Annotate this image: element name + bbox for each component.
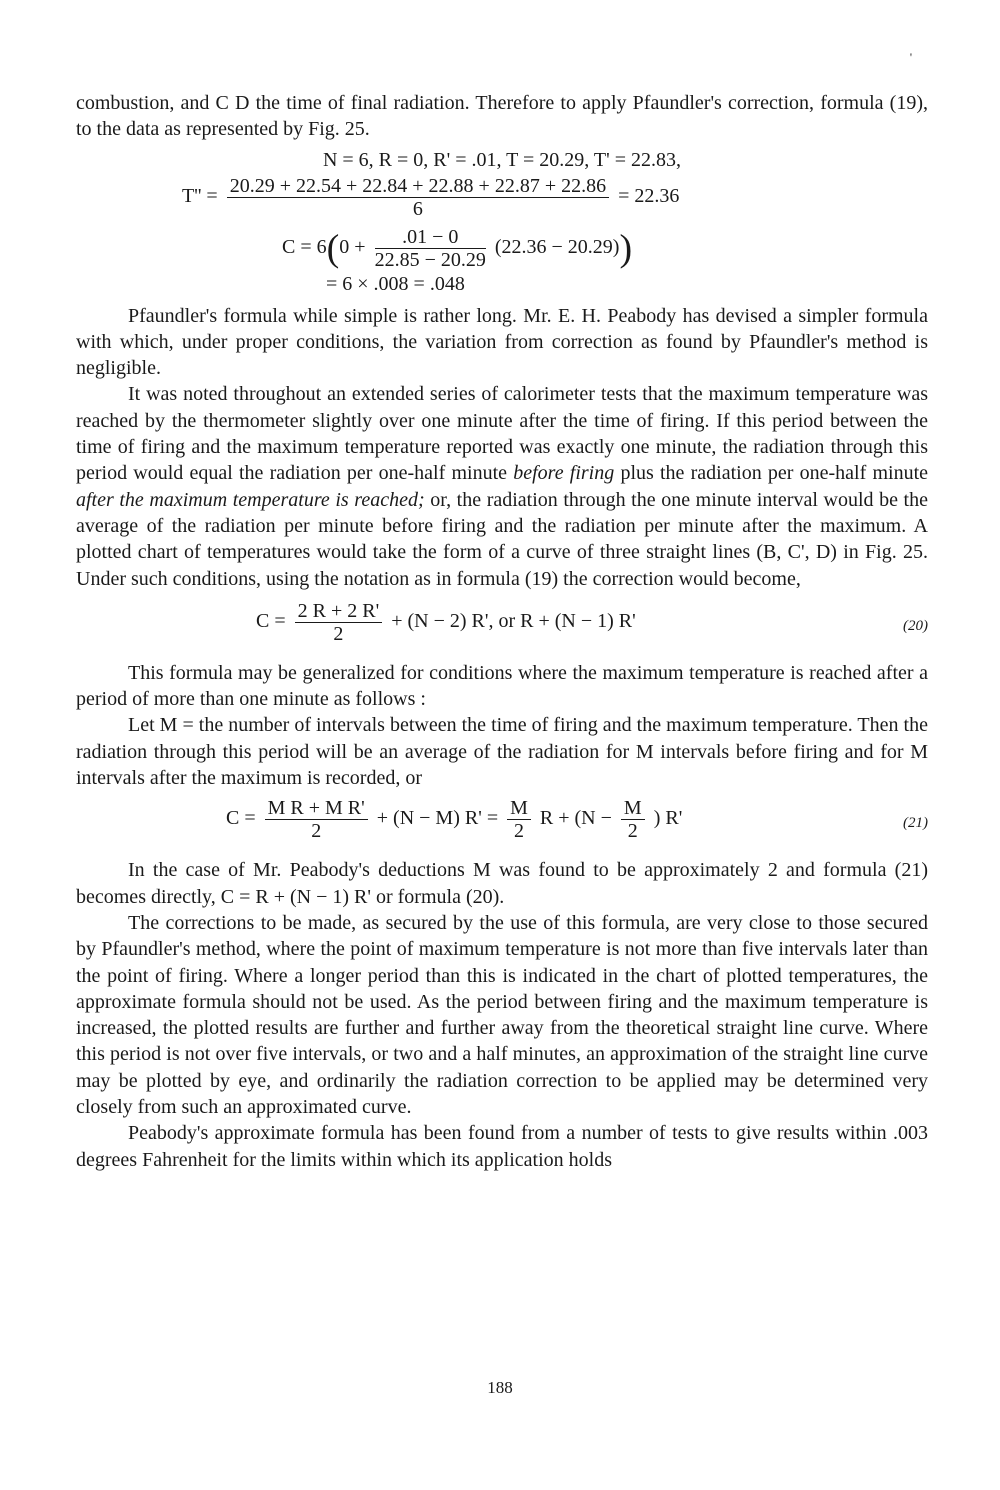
paragraph-4: This formula may be generalized for conditions where the maximum temperature is reached after a period of more than one minute as follows : [76, 661, 928, 711]
equation-values: N = 6, R = 0, R' = .01, T = 20.29, T' = 22.83, [322, 148, 682, 171]
equation-number-20: (20) [903, 617, 928, 634]
paragraph-5: Let M = the number of intervals between the time of firing and the maximum temperature. Then the radiation through this period will be an average of the radiation for M intervals before firing and for M intervals after the maximum is recorded, or [76, 714, 928, 790]
paragraph-2: Pfaundler's formula while simple is rather long. Mr. E. H. Peabody has devised a simpler formula with which, under proper conditions, the variation from correction as found by Pfaundler's method is negligible. [76, 304, 928, 380]
equation-number-21: (21) [903, 815, 928, 832]
paragraph-7: The corrections to be made, as secured by the use of this formula, are very close to those secured by Pfaundler's method, where the point of maximum temperature is not more than five intervals later than the point of firing. Where a longer period than this is indicated in the chart of plotted temperatures, the approximate formula should not be used. As the period between firing and the maximum temperature is increased, the plotted results are further and further away from the theoretical straight line curve. Where this period is not over five intervals, or two and a half minutes, an approximation of the straight line curve may be plotted by eye, and ordinarily the radiation correction to be applied may be determined very closely from such an approximated curve. [76, 911, 928, 1119]
fraction-eq21-b: $\frac{M}{2}$ [507, 797, 531, 842]
equation-result: = 6 × .008 = .048 [326, 272, 465, 295]
corner-mark: ' [909, 50, 912, 64]
paragraph-6: In the case of Mr. Peabody's deductions M was found to be approximately 2 and formula (21) becomes directly, C = R + (N − 1) R' or formula (20). [76, 859, 928, 908]
equation-t-double-prime: T'' = $\frac{20.29 + 22.54 + 22.84 + 22.88 + 22.87 + 22.86}{6}$ = 22.36 [182, 174, 680, 220]
equation-correction-c: C = 6(0 + $\frac{.01 - 0}{22.85 - 20.29}$ (22.36 − 20.29)) [282, 225, 633, 271]
equation-21: C = $\frac{\text{M R + M R'}}{2}$ + (N − M) R' = $\frac{M}{2}$ R + (N − $\frac{M}{2}$ ) R' (21) [226, 797, 928, 843]
fraction-radiation-rate: $\frac{.01 - 0}{22.85 - 20.29}$ [374, 225, 486, 271]
fraction-eq21-c: $\frac{M}{2}$ [621, 797, 645, 842]
paragraph-1: combustion, and C D the time of final radiation. Therefore to apply Pfaundler's correction, formula (19), to the data as represented by Fig. 25. [76, 92, 928, 141]
paragraph-8: Peabody's approximate formula has been found from a number of tests to give results within .003 degrees Fahrenheit for the limits within which its application holds [76, 1122, 928, 1171]
paragraph-3: It was noted throughout an extended series of calorimeter tests that the maximum temperature was reached by the thermometer slightly over one minute after the time of firing. If this period between the time of firing and the maximum temperature reported was exactly one minute, the radiation through this period would equal the radiation per one-half minute before firing plus the radiation per one-half minute after the maximum temperature is reached; or, the radiation through the one minute interval would be the average of the radiation per minute before firing and the radiation per minute after the maximum. A plotted chart of temperatures would take the form of a curve of three straight lines (B, C', D) in Fig. 25. Under such conditions, using the notation as in formula (19) the correction would become, [76, 383, 929, 590]
fraction-t-double-prime: $\frac{20.29 + 22.54 + 22.84 + 22.88 + 22.87 + 22.86}{6}$ [227, 175, 609, 220]
page-body [76, 90, 928, 1173]
equation-20: C = $\frac{2 R + 2 R'}{2}$ + (N − 2) R', or R + (N − 1) R' (20) [256, 599, 928, 645]
fraction-eq20: $\frac{2 R + 2 R'}{2}$ [295, 600, 383, 645]
fraction-eq21-a: $\frac{\text{M R + M R'}}{2}$ [265, 797, 368, 842]
page-number: 188 [487, 1378, 513, 1397]
